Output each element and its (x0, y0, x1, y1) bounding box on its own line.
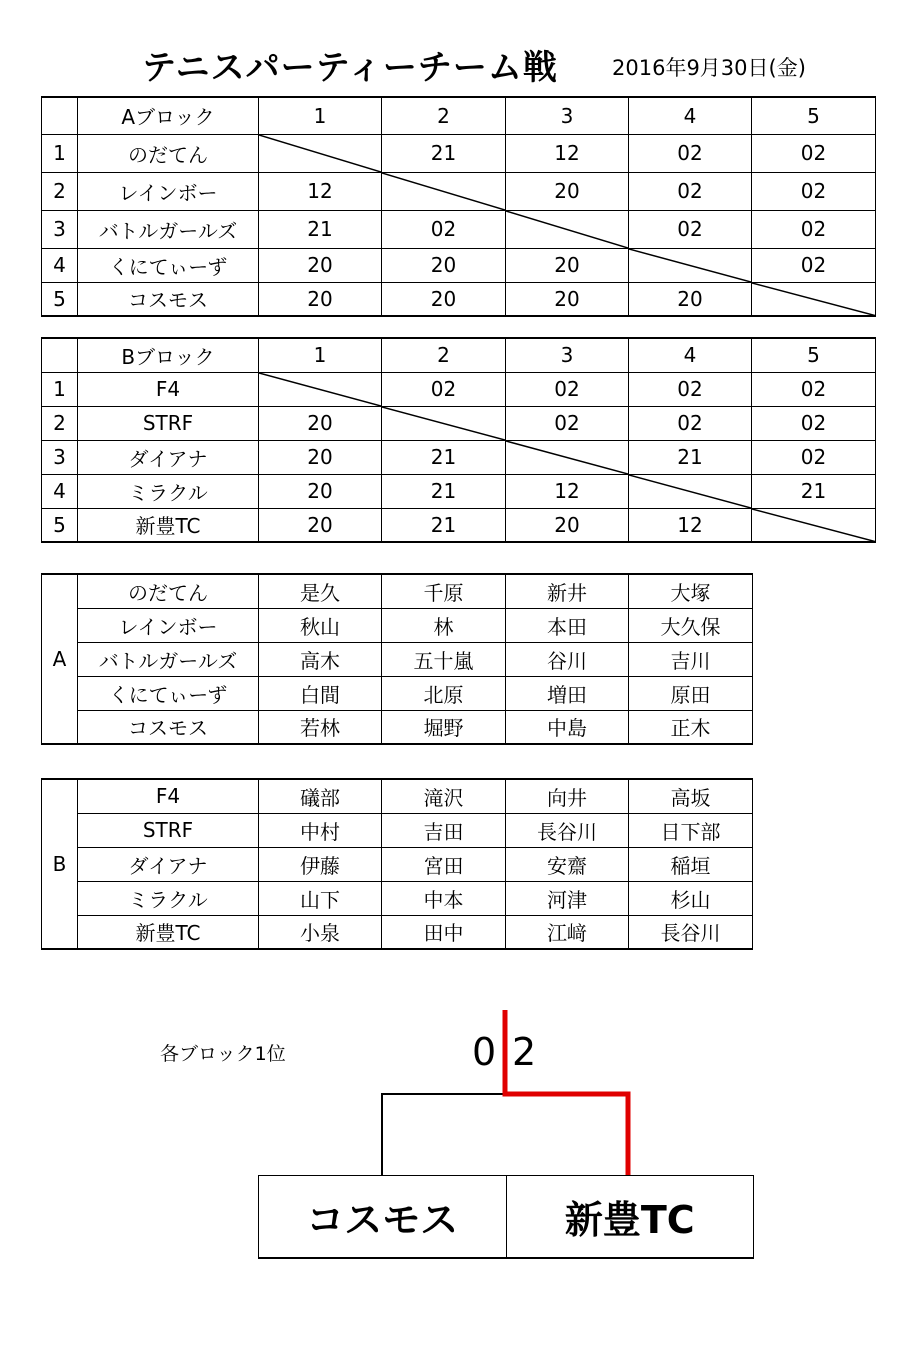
score-cell: 02 (752, 440, 876, 474)
member-name: 増田 (506, 676, 629, 710)
score-cell: 20 (506, 282, 629, 316)
block-a-title: Aブロック (78, 97, 259, 134)
score-cell: 20 (259, 474, 382, 508)
member-row (42, 574, 753, 608)
member-name: 千原 (382, 574, 506, 608)
score-cell: 02 (752, 172, 876, 210)
score-cell: 21 (382, 134, 506, 172)
row-number: 5 (42, 508, 78, 542)
row-number: 2 (42, 406, 78, 440)
score-cell: 20 (259, 406, 382, 440)
member-name: 秋山 (259, 608, 382, 642)
member-name: 宮田 (382, 847, 506, 881)
member-name: 北原 (382, 676, 506, 710)
table-row (42, 248, 876, 282)
diagonal-cell (506, 210, 629, 248)
col-header: 5 (752, 97, 876, 134)
row-number: 3 (42, 210, 78, 248)
block-label: A (42, 574, 78, 744)
block-a-results-table (41, 96, 876, 317)
score-cell: 02 (752, 248, 876, 282)
final-team-right: 新豊TC (564, 1198, 695, 1242)
member-name: 向井 (506, 779, 629, 813)
block-b-title: Bブロック (78, 338, 259, 372)
score-cell: 20 (259, 440, 382, 474)
final-team-left: コスモス (259, 1176, 507, 1257)
member-name: 本田 (506, 608, 629, 642)
diagonal-cell (629, 248, 752, 282)
member-name: 杉山 (629, 881, 753, 915)
team-name: STRF (78, 406, 259, 440)
block-b-header-row (42, 338, 876, 372)
member-name: 吉田 (382, 813, 506, 847)
member-name: 大塚 (629, 574, 753, 608)
table-row (42, 172, 876, 210)
member-name: 礒部 (259, 779, 382, 813)
team-name: ミラクル (78, 881, 259, 915)
team-name: バトルガールズ (78, 210, 259, 248)
team-name: F4 (78, 779, 259, 813)
member-name: 吉川 (629, 642, 753, 676)
score-cell: 02 (382, 372, 506, 406)
member-name: 高坂 (629, 779, 753, 813)
member-name: 長谷川 (629, 915, 753, 949)
member-name: 稲垣 (629, 847, 753, 881)
score-cell: 02 (629, 210, 752, 248)
table-row (42, 474, 876, 508)
col-header: 3 (506, 97, 629, 134)
row-number: 5 (42, 282, 78, 316)
score-cell: 20 (506, 172, 629, 210)
row-number: 3 (42, 440, 78, 474)
member-row (42, 608, 753, 642)
member-name: 堀野 (382, 710, 506, 744)
diagonal-cell (752, 508, 876, 542)
row-number: 4 (42, 248, 78, 282)
row-number: 4 (42, 474, 78, 508)
final-score-right: 2 (512, 1030, 537, 1074)
member-name: 白間 (259, 676, 382, 710)
score-cell: 12 (506, 474, 629, 508)
member-name: 正木 (629, 710, 753, 744)
score-cell: 20 (382, 282, 506, 316)
score-cell: 20 (382, 248, 506, 282)
final-score-left: 0 (472, 1030, 497, 1074)
header-corner (42, 97, 78, 134)
score-cell: 02 (752, 210, 876, 248)
final-label: 各ブロック1位 (160, 1043, 286, 1065)
member-name: 江﨑 (506, 915, 629, 949)
member-name: 大久保 (629, 608, 753, 642)
member-name: 安齋 (506, 847, 629, 881)
team-name: 新豊TC (78, 915, 259, 949)
member-name: 田中 (382, 915, 506, 949)
score-cell: 21 (382, 508, 506, 542)
member-name: 新井 (506, 574, 629, 608)
member-name: 是久 (259, 574, 382, 608)
team-name: コスモス (78, 282, 259, 316)
score-cell: 21 (752, 474, 876, 508)
team-name: バトルガールズ (78, 642, 259, 676)
score-cell: 12 (629, 508, 752, 542)
member-name: 河津 (506, 881, 629, 915)
score-cell: 02 (629, 134, 752, 172)
score-cell: 20 (506, 508, 629, 542)
member-name: 中村 (259, 813, 382, 847)
member-row (42, 813, 753, 847)
diagonal-cell (506, 440, 629, 474)
col-header: 4 (629, 338, 752, 372)
member-name: 谷川 (506, 642, 629, 676)
score-cell: 02 (752, 406, 876, 440)
table-row (42, 282, 876, 316)
team-name: くにてぃーず (78, 248, 259, 282)
member-name: 滝沢 (382, 779, 506, 813)
team-name: ダイアナ (78, 847, 259, 881)
table-row (42, 508, 876, 542)
team-name: レインボー (78, 608, 259, 642)
score-cell: 02 (752, 134, 876, 172)
col-header: 4 (629, 97, 752, 134)
row-number: 1 (42, 134, 78, 172)
team-name: ダイアナ (78, 440, 259, 474)
diagonal-cell (382, 406, 506, 440)
member-name: 原田 (629, 676, 753, 710)
table-row (42, 406, 876, 440)
page-title: テニスパーティーチーム戦 (142, 48, 558, 88)
score-cell: 12 (506, 134, 629, 172)
member-row (42, 915, 753, 949)
team-name: 新豊TC (78, 508, 259, 542)
block-b-members-table (41, 778, 753, 950)
diagonal-cell (752, 282, 876, 316)
score-cell: 02 (506, 406, 629, 440)
member-name: 日下部 (629, 813, 753, 847)
member-row (42, 779, 753, 813)
score-cell: 02 (506, 372, 629, 406)
diagonal-cell (259, 134, 382, 172)
team-name: のだてん (78, 574, 259, 608)
bracket-left-line (382, 1094, 505, 1175)
member-name: 高木 (259, 642, 382, 676)
team-name: のだてん (78, 134, 259, 172)
table-row (42, 440, 876, 474)
score-cell: 20 (629, 282, 752, 316)
diagonal-cell (629, 474, 752, 508)
row-number: 1 (42, 372, 78, 406)
block-a-members-table (41, 573, 753, 745)
col-header: 5 (752, 338, 876, 372)
member-name: 小泉 (259, 915, 382, 949)
member-row (42, 847, 753, 881)
score-cell: 21 (259, 210, 382, 248)
score-cell: 02 (629, 172, 752, 210)
member-row (42, 881, 753, 915)
score-cell: 21 (629, 440, 752, 474)
table-row (42, 372, 876, 406)
col-header: 2 (382, 338, 506, 372)
member-name: 長谷川 (506, 813, 629, 847)
score-cell: 02 (629, 406, 752, 440)
team-name: F4 (78, 372, 259, 406)
member-name: 五十嵐 (382, 642, 506, 676)
table-row (42, 134, 876, 172)
member-name: 中島 (506, 710, 629, 744)
score-cell: 21 (382, 474, 506, 508)
member-name: 伊藤 (259, 847, 382, 881)
col-header: 2 (382, 97, 506, 134)
member-row (42, 676, 753, 710)
member-name: 山下 (259, 881, 382, 915)
table-row (42, 210, 876, 248)
team-name: コスモス (78, 710, 259, 744)
member-row (42, 642, 753, 676)
score-cell: 21 (382, 440, 506, 474)
final-teams-box (258, 1175, 754, 1259)
score-cell: 20 (259, 508, 382, 542)
team-name: STRF (78, 813, 259, 847)
member-name: 林 (382, 608, 506, 642)
score-cell: 02 (382, 210, 506, 248)
score-cell: 02 (752, 372, 876, 406)
team-name: ミラクル (78, 474, 259, 508)
score-cell: 12 (259, 172, 382, 210)
header-corner (42, 338, 78, 372)
score-cell: 20 (259, 248, 382, 282)
score-cell: 02 (629, 372, 752, 406)
score-cell: 20 (259, 282, 382, 316)
event-date: 2016年9月30日(金) (612, 56, 806, 80)
block-a-header-row (42, 97, 876, 134)
score-cell: 20 (506, 248, 629, 282)
block-label: B (42, 779, 78, 949)
col-header: 3 (506, 338, 629, 372)
col-header: 1 (259, 97, 382, 134)
col-header: 1 (259, 338, 382, 372)
row-number: 2 (42, 172, 78, 210)
member-name: 若林 (259, 710, 382, 744)
team-name: レインボー (78, 172, 259, 210)
member-name: 中本 (382, 881, 506, 915)
member-row (42, 710, 753, 744)
team-name: くにてぃーず (78, 676, 259, 710)
diagonal-cell (259, 372, 382, 406)
block-b-results-table (41, 337, 876, 543)
diagonal-cell (382, 172, 506, 210)
